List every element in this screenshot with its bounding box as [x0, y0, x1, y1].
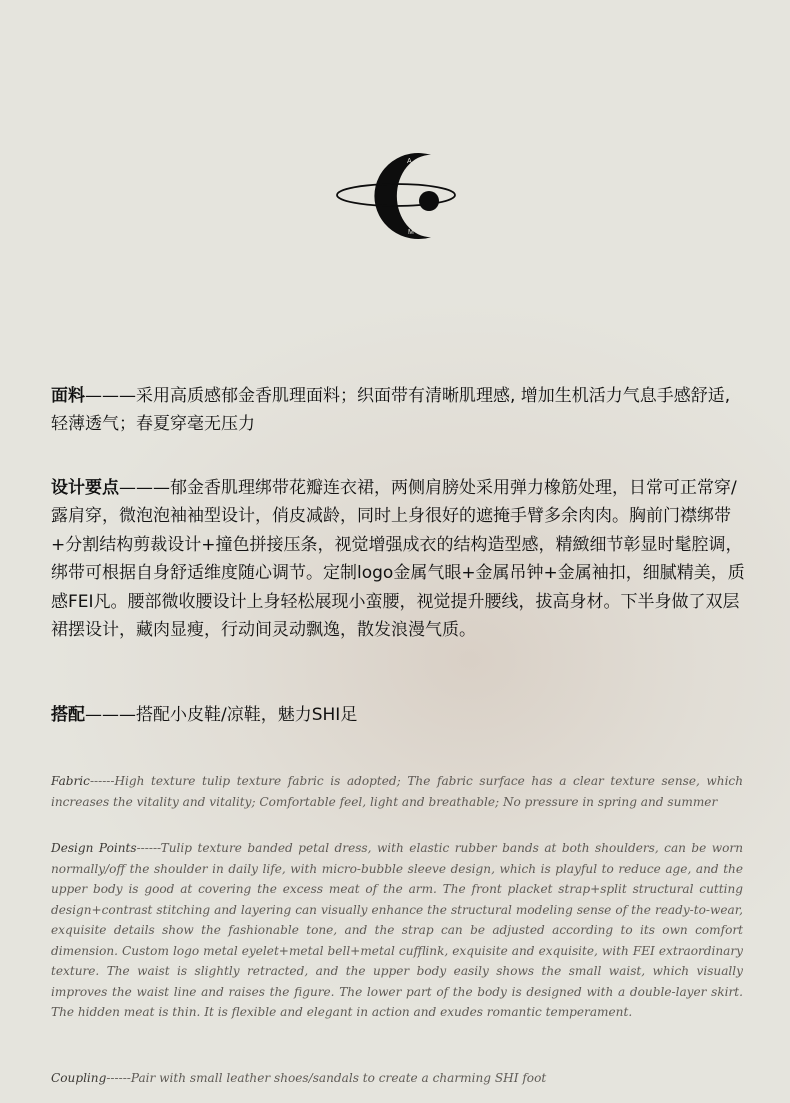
- en-coupling-text: ------Pair with small leather shoes/sandals to create a charming SHI foot: [106, 1071, 547, 1085]
- cn-fabric-paragraph: [51, 382, 751, 439]
- brand-logo: [334, 152, 458, 242]
- cn-coupling-text: ———搭配小皮鞋/凉鞋，魅力SHI足: [85, 705, 358, 725]
- en-fabric-label: Fabric: [51, 774, 90, 788]
- cn-fabric-text: ———采用高质感郁金香肌理面料；织面带有清晰肌理感, 增加生机活力气息手感舒适, 轻薄透气；春夏穿毫无压力: [51, 386, 731, 435]
- cn-design-label: 设计要点: [51, 478, 119, 498]
- logo-letter-m: M: [408, 229, 414, 236]
- cn-coupling-label: 搭配: [51, 705, 85, 725]
- crescent-planet-logo-icon: [334, 152, 458, 242]
- en-fabric-text: ------High texture tulip texture fabric is adopted; The fabric surface has a clear texture sense, which increases the vitality and vitality; Comfortable feel, light and breathable; No pressure in spring and summer: [51, 774, 743, 809]
- cn-design-text: ———郁金香肌理绑带花瓣连衣裙，两侧肩膀处采用弹力橡筋处理，日常可正常穿/露肩穿，微泡泡袖袖型设计，俏皮减龄，同时上身很好的遮掩手臂多余肉肉。胸前门襟绑带+分割结构剪裁设计+撞色拼接压条，视觉增强成衣的结构造型感，精緻细节彰显时髦腔调，绑带可根据自身舒适维度随心调节。定制logo金属气眼+金属吊钟+金属袖扣，细腻精美，质感FEI凡。腰部微收腰设计上身轻松展现小蛮腰，视觉提升腰线，拔高身材。下半身做了双层裙摆设计，藏肉显瘦，行动间灵动飘逸，散发浪漫气质。: [51, 478, 745, 641]
- en-design-label: Design Points: [51, 841, 137, 855]
- cn-design-paragraph: [51, 474, 751, 644]
- cn-fabric-label: 面料: [51, 386, 85, 406]
- en-fabric-paragraph: [51, 771, 743, 812]
- en-coupling-paragraph: [51, 1068, 743, 1089]
- en-design-text: ------Tulip texture banded petal dress, with elastic rubber bands at both shoulders, can be worn normally/off the shoulder in daily life, with micro-bubble sleeve design, which is playful to reduce age, and the upper body is good at covering the excess meat of the arm. The front placket strap+split structural cutting design+contrast stitching and layering can visually enhance the structural modeling sense of the ready-to-wear, exquisite details show the fashionable tone, and the strap can be adjusted according to its own comfort dimension. Custom logo metal eyelet+metal bell+metal cufflink, exquisite and exquisite, with FEI extraordinary texture. The waist is slightly retracted, and the upper body easily shows the small waist, which visually improves the waist line and raises the figure. The lower part of the body is designed with a double-layer skirt. The hidden meat is thin. It is flexible and elegant in action and exudes romantic temperament.: [51, 841, 743, 1019]
- cn-coupling-paragraph: [51, 701, 751, 729]
- logo-letter-a: A: [407, 158, 412, 165]
- en-design-paragraph: [51, 838, 743, 1023]
- en-coupling-label: Coupling: [51, 1071, 107, 1085]
